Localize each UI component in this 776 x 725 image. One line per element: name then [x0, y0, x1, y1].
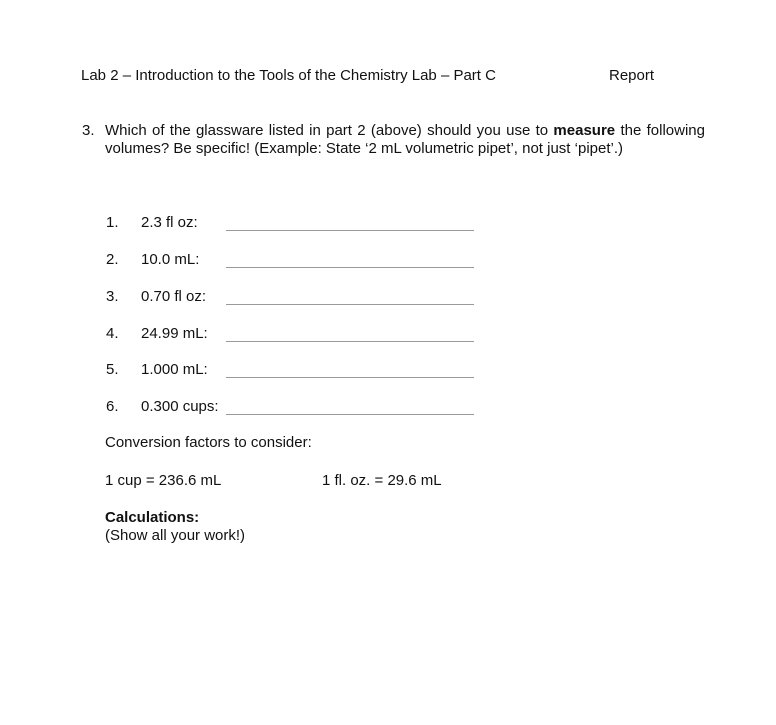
item-label: 2.3 fl oz:	[141, 214, 198, 231]
report-label: Report	[609, 67, 655, 84]
question-number: 3.	[82, 122, 95, 139]
calculations-title: Calculations:	[105, 509, 200, 526]
question-text	[105, 122, 705, 158]
conversion-factor-cup: 1 cup = 236.6 mL	[105, 472, 222, 489]
page-title: Lab 2 – Introduction to the Tools of the Chemistry Lab – Part C	[81, 67, 496, 84]
conversion-title: Conversion factors to consider:	[105, 434, 312, 451]
item-label: 0.70 fl oz:	[141, 288, 207, 305]
conversion-factor-floz: 1 fl. oz. = 29.6 mL	[322, 472, 442, 489]
answer-blank[interactable]	[226, 267, 474, 268]
answer-blank[interactable]	[226, 304, 474, 305]
calculations-subtitle: (Show all your work!)	[105, 527, 246, 544]
item-label: 24.99 mL:	[141, 325, 208, 342]
item-number: 4.	[106, 325, 119, 342]
question-text-before: Which of the glassware listed in part 2 (above) should you use to	[105, 122, 554, 139]
item-label: 10.0 mL:	[141, 251, 200, 268]
item-number: 6.	[106, 398, 119, 415]
item-number: 5.	[106, 361, 119, 378]
answer-blank[interactable]	[226, 414, 474, 415]
answer-blank[interactable]	[226, 341, 474, 342]
question-text-after: the following volumes? Be specific! (Example: State ‘2 mL volumetric pipet’, not just ‘pipet’.)	[105, 122, 705, 157]
item-number: 3.	[106, 288, 119, 305]
question-text-bold: measure	[553, 122, 616, 139]
item-label: 0.300 cups:	[141, 398, 219, 415]
item-number: 1.	[106, 214, 119, 231]
answer-blank[interactable]	[226, 377, 474, 378]
item-label: 1.000 mL:	[141, 361, 208, 378]
answer-blank[interactable]	[226, 230, 474, 231]
item-number: 2.	[106, 251, 119, 268]
